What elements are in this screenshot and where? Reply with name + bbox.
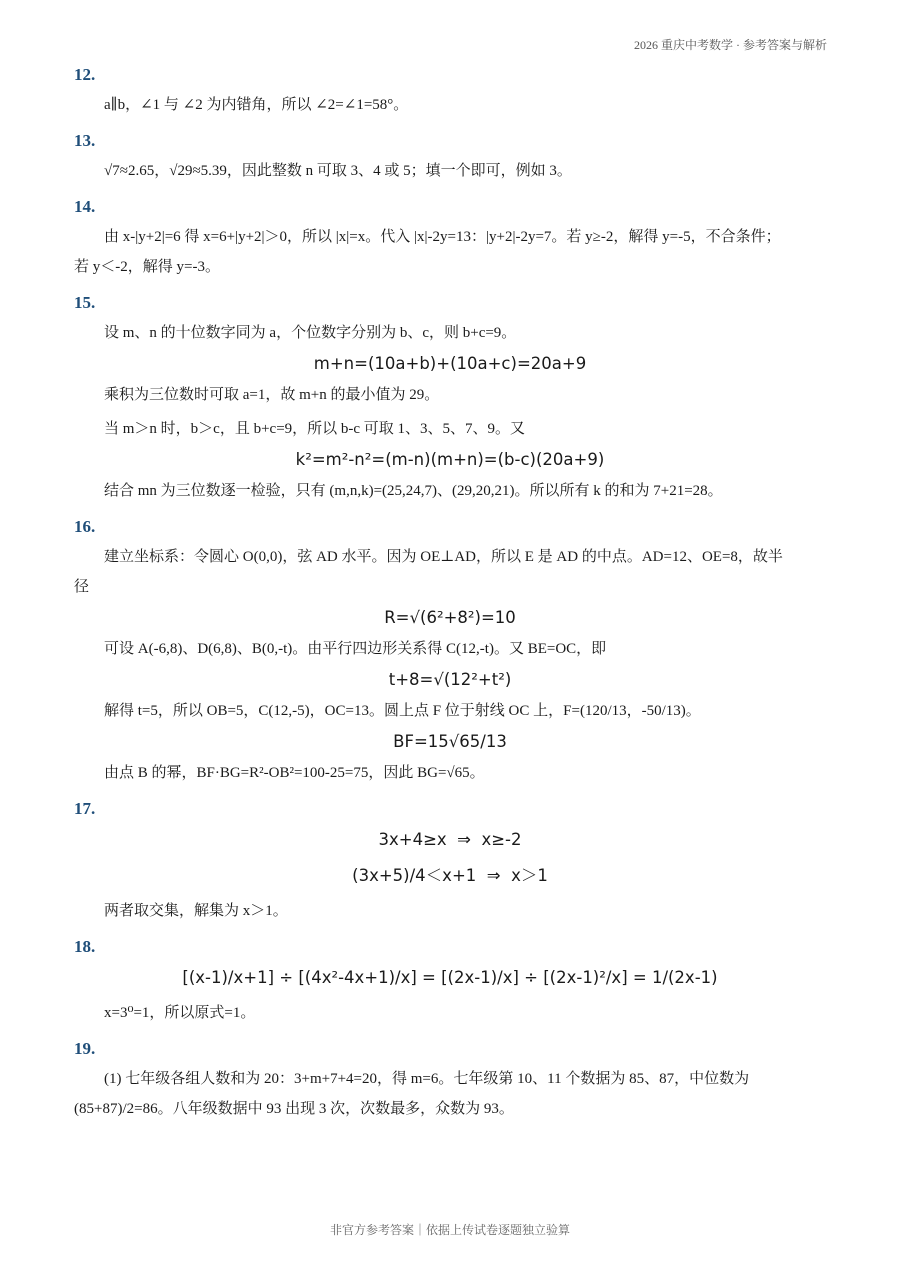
q15-para-2: 乘积为三位数时可取 a=1，故 m+n 的最小值为 29。 <box>104 387 440 403</box>
q12-text: a∥b，∠1 与 ∠2 为内错角，所以 ∠2=∠1=58°。 <box>104 97 409 113</box>
q18-para-1: x=3⁰=1，所以原式=1。 <box>104 1005 256 1021</box>
question-number-13: 13. <box>74 131 96 150</box>
q19-line-1: (1) 七年级各组人数和为 20：3+m+7+4=20，得 m=6。七年级第 10、11 个数据为 85、87，中位数为 <box>104 1071 750 1087</box>
question-number-14: 14. <box>74 197 96 216</box>
q19-line-2: (85+87)/2=86。八年级数据中 93 出现 3 次，次数最多，众数为 93。 <box>74 1101 514 1117</box>
q16-formula-3: BF=15√65/13 <box>393 732 507 751</box>
q17-formula-2: (3x+5)/4＜x+1 ⇒ x＞1 <box>352 866 548 885</box>
q16-para-4: 由点 B 的幂，BF·BG=R²-OB²=100-25=75，因此 BG=√65。 <box>104 765 485 781</box>
q14-line-2: 若 y＜-2，解得 y=-3。 <box>74 259 220 275</box>
q16-line-1: 建立坐标系：令圆心 O(0,0)，弦 AD 水平。因为 OE⊥AD，所以 E 是 AD 的中点。AD=12、OE=8，故半 <box>104 549 783 565</box>
q17-para-1: 两者取交集，解集为 x＞1。 <box>104 903 288 919</box>
question-number-16: 16. <box>74 517 96 536</box>
q15-formula-1: m+n=(10a+b)+(10a+c)=20a+9 <box>313 354 587 373</box>
q15-formula-2: k²=m²-n²=(m-n)(m+n)=(b-c)(20a+9) <box>295 450 605 469</box>
q15-para-3: 当 m＞n 时，b＞c，且 b+c=9，所以 b-c 可取 1、3、5、7、9。又 <box>104 421 526 437</box>
q16-para-2: 可设 A(-6,8)、D(6,8)、B(0,-t)。由平行四边形关系得 C(12,-t)。又 BE=OC，即 <box>104 641 607 657</box>
question-number-18: 18. <box>74 937 96 956</box>
page-header: 2026 重庆中考数学 · 参考答案与解析 <box>634 38 827 52</box>
q16-line-2: 径 <box>74 579 90 595</box>
q16-para-3: 解得 t=5，所以 OB=5，C(12,-5)，OC=13。圆上点 F 位于射线 OC 上，F=(120/13，-50/13)。 <box>104 703 701 719</box>
q16-para-1 <box>74 542 826 602</box>
q13-text: √7≈2.65，√29≈5.39，因此整数 n 可取 3、4 或 5；填一个即可，例如 3。 <box>104 163 572 179</box>
q14-text <box>74 222 826 282</box>
q17-formula-1: 3x+4≥x ⇒ x≥-2 <box>378 830 522 849</box>
question-number-17: 17. <box>74 799 96 818</box>
question-number-12: 12. <box>74 65 96 84</box>
q19-para-1 <box>74 1064 826 1124</box>
q15-para-1: 设 m、n 的十位数字同为 a，个位数字分别为 b、c，则 b+c=9。 <box>104 325 517 341</box>
q18-formula-1: [(x-1)/x+1] ÷ [(4x²-4x+1)/x] = [(2x-1)/x] ÷ [(2x-1)²/x] = 1/(2x-1) <box>182 968 718 987</box>
q15-para-4: 结合 mn 为三位数逐一检验，只有 (m,n,k)=(25,24,7)、(29,20,21)。所以所有 k 的和为 7+21=28。 <box>104 483 723 499</box>
answer-content <box>74 64 826 1124</box>
page-footer: 非官方参考答案｜依据上传试卷逐题独立验算 <box>329 1223 570 1237</box>
question-number-15: 15. <box>74 293 96 312</box>
q14-line-1: 由 x-|y+2|=6 得 x=6+|y+2|＞0，所以 |x|=x。代入 |x|-2y=13：|y+2|-2y=7。若 y≥-2，解得 y=-5，不合条件； <box>104 229 781 245</box>
q16-formula-2: t+8=√(12²+t²) <box>388 670 512 689</box>
q16-formula-1: R=√(6²+8²)=10 <box>384 608 516 627</box>
question-number-19: 19. <box>74 1039 96 1058</box>
